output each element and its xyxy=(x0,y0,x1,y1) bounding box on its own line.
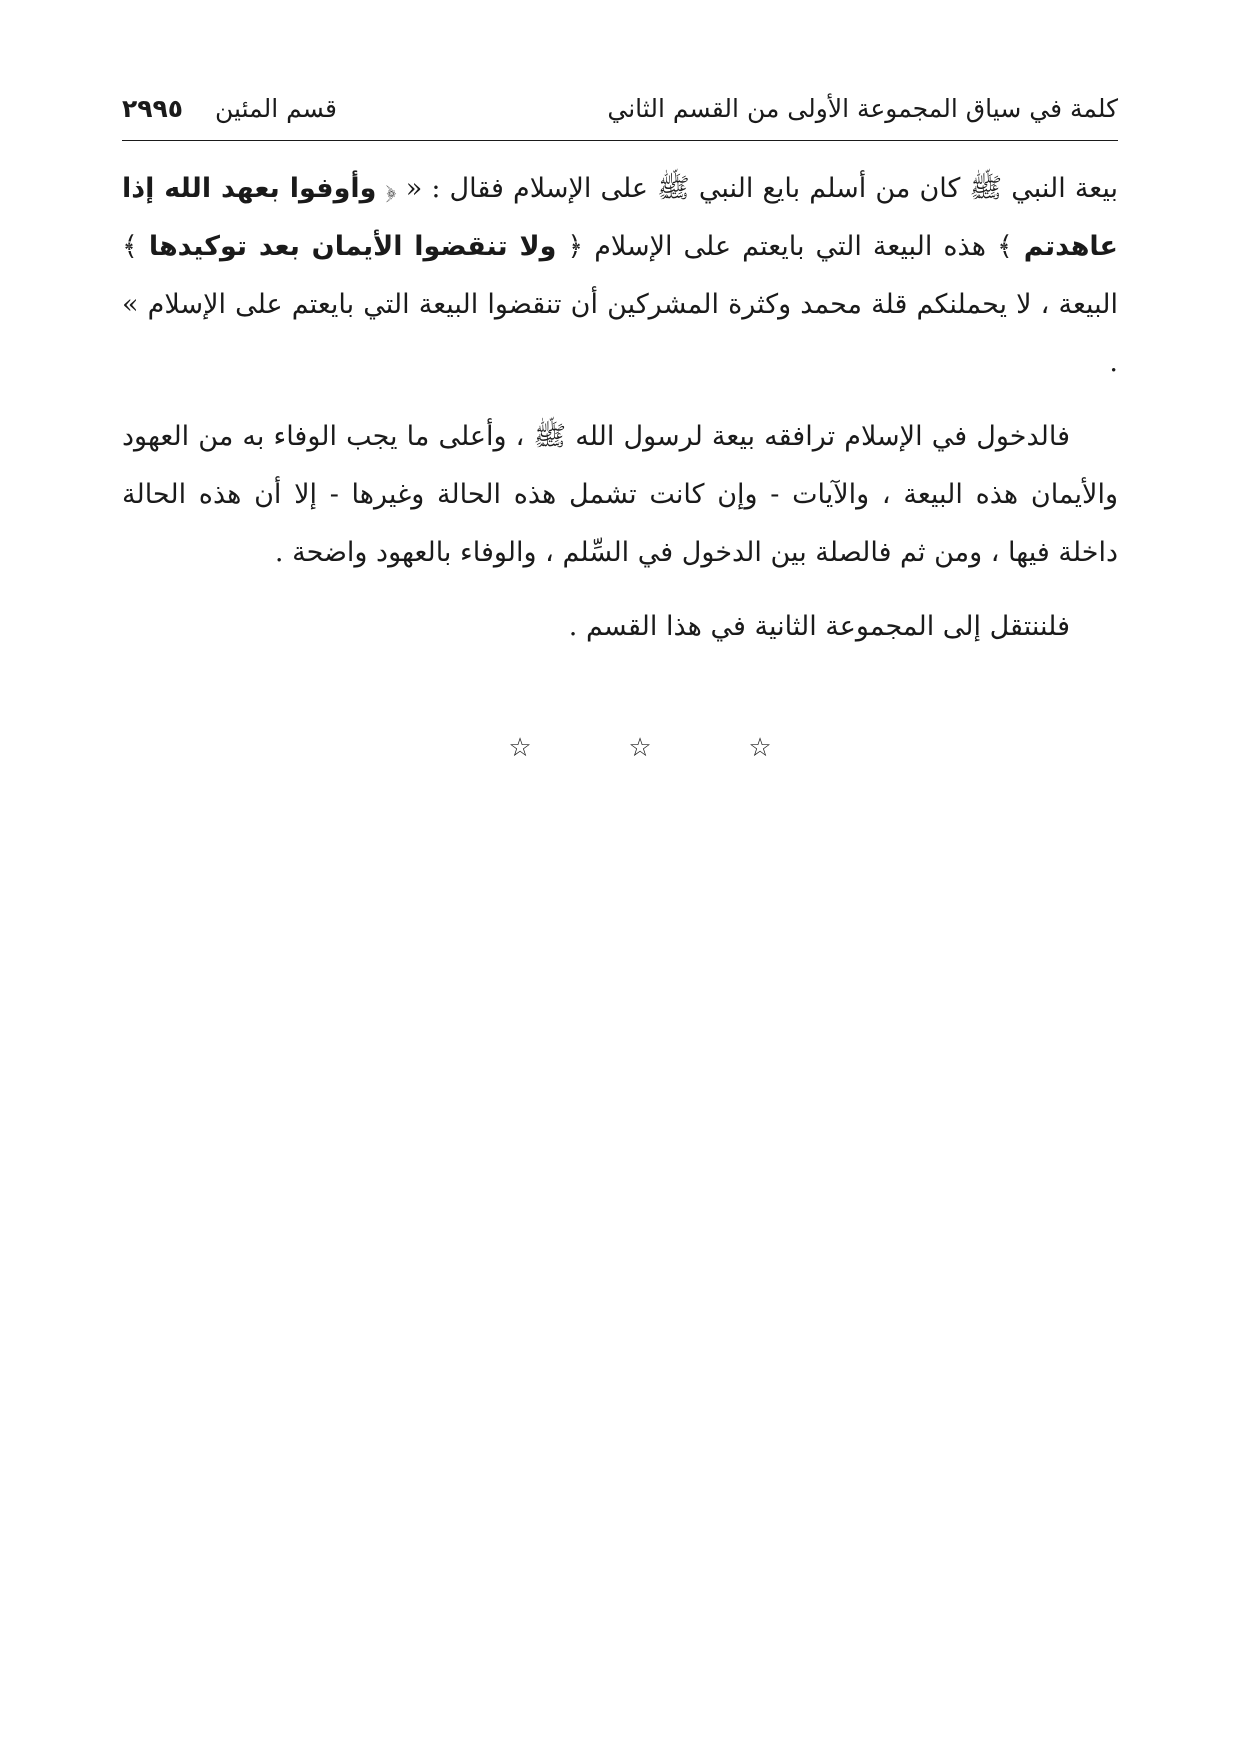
section-separator xyxy=(500,728,780,768)
header-rule xyxy=(122,140,1118,141)
star-icon: ☆ xyxy=(748,733,772,763)
text-run: فلننتقل إلى المجموعة الثانية في هذا القسم . xyxy=(568,611,1070,642)
text-run: بيعة النبي ﷺ كان من أسلم بايع النبي ﷺ على الإسلام فقال : « ﴿ xyxy=(376,173,1118,204)
page-header xyxy=(122,88,1118,132)
text-run: فالدخول في الإسلام ترافقه بيعة لرسول الله ﷺ ، وأعلى ما يجب الوفاء به من العهود والأيمان هذه البيعة ، والآيات - وإن كانت تشمل هذه الحالة وغيرها - إلا أن هذه الحالة داخلة فيها ، ومن ثم فالصلة بين الدخول في السِّلم ، والوفاء بالعهود واضحة . xyxy=(122,421,1118,568)
section-name: قسم المئين xyxy=(215,94,337,123)
header-meta xyxy=(122,92,337,126)
running-title: كلمة في سياق المجموعة الأولى من القسم الثاني xyxy=(607,94,1118,123)
paragraph-2 xyxy=(122,408,1118,582)
quran-verse: ولا تنقضوا الأيمان بعد توكيدها xyxy=(148,231,557,262)
body-text xyxy=(122,160,1118,672)
text-run: ﴾ البيعة ، لا يحملنكم قلة محمد وكثرة المشركين أن تنقضوا البيعة التي بايعتم على الإسلام » . xyxy=(122,231,1118,378)
quran-verse: وأوفوا بعهد الله إذا عاهدتم xyxy=(122,173,1118,262)
paragraph-1 xyxy=(122,160,1118,392)
page-number: ٢٩٩٥ xyxy=(122,94,184,123)
star-icon: ☆ xyxy=(508,733,532,763)
text-run: ﴾ هذه البيعة التي بايعتم على الإسلام ﴿ xyxy=(556,231,1024,262)
paragraph-3 xyxy=(122,598,1118,656)
star-icon: ☆ xyxy=(628,733,652,763)
